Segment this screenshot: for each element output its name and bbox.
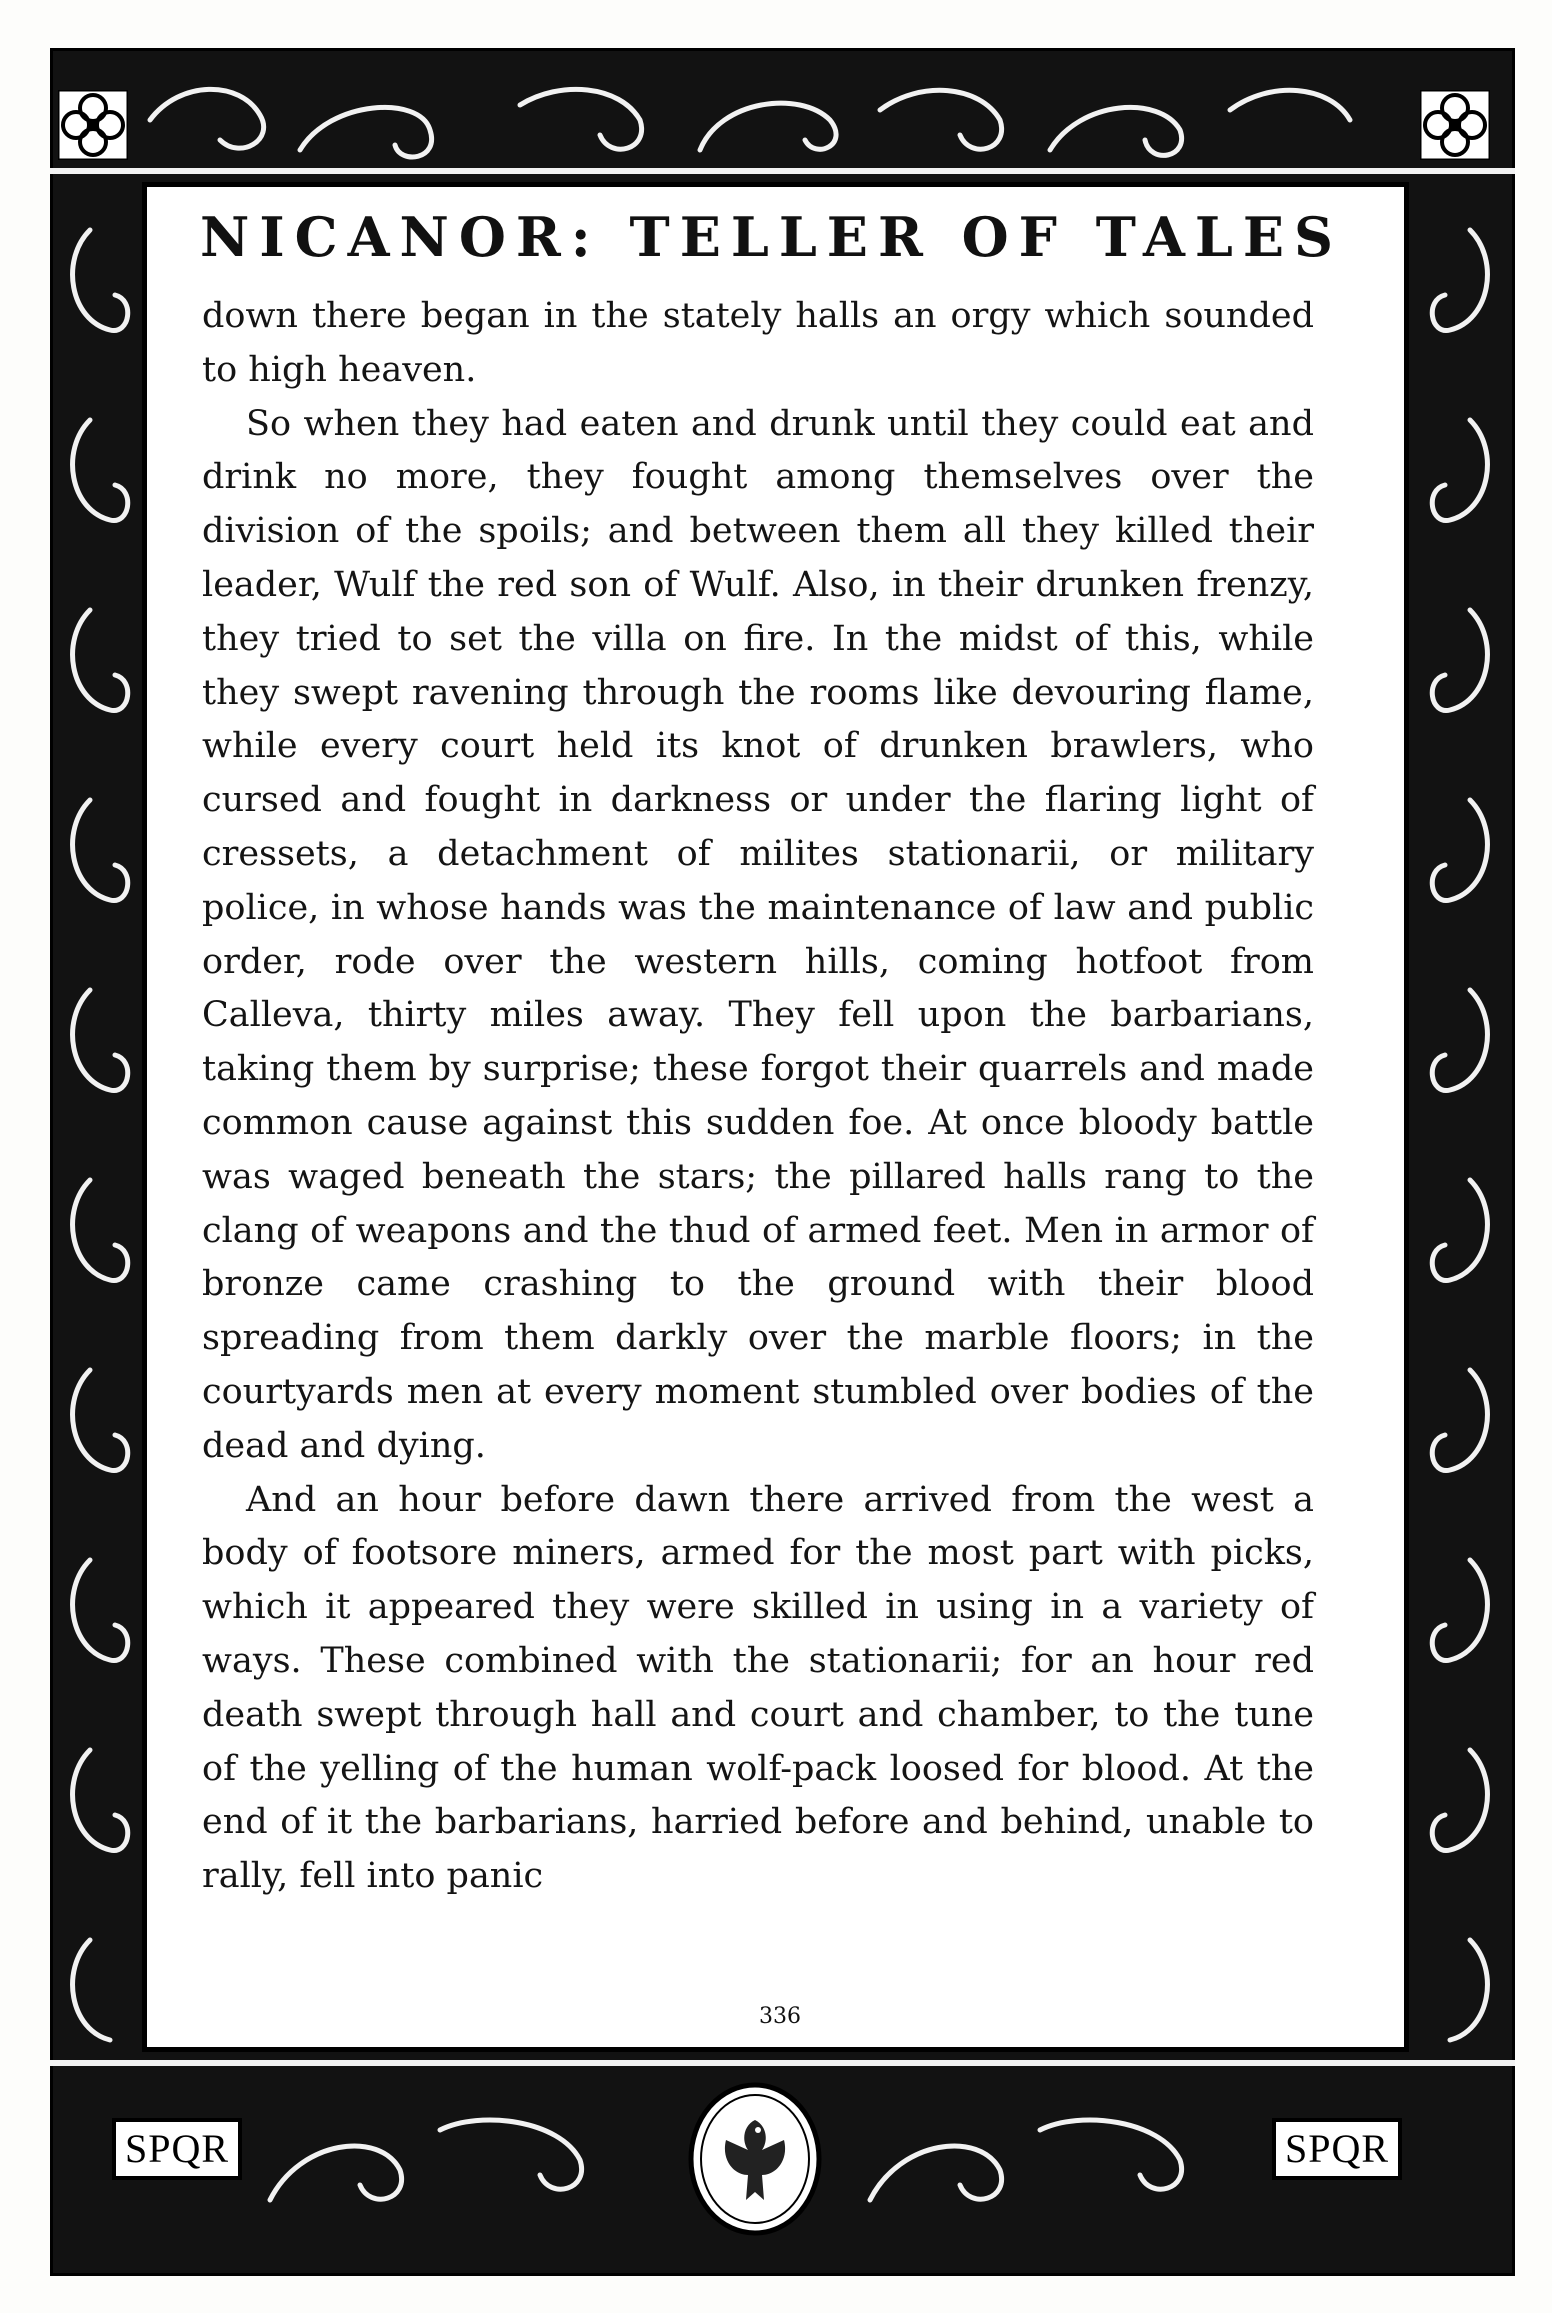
- page-number: 336: [759, 2004, 801, 2029]
- paragraph: down there began in the stately halls an orgy which sounded to high heaven.: [202, 296, 1314, 390]
- running-head: NICANOR: TELLER OF TALES: [200, 205, 1344, 269]
- eagle-medallion-icon: [686, 2080, 824, 2238]
- spqr-cartouche-right: SPQR: [1272, 2118, 1402, 2180]
- four-petal-flower-icon: [1420, 90, 1490, 160]
- body-text: [202, 290, 1314, 1904]
- spqr-cartouche-left: SPQR: [112, 2118, 242, 2180]
- paragraph: So when they had eaten and drunk until they could eat and drink no more, they fought among themselves over the division of the spoils; and between them all they killed their leader, Wulf the red son of Wulf. Also, in their drunken frenzy, they tried to set the villa on fire. In the midst of this, while they swept ravening through the rooms like devouring flame, while every court held its knot of drunken brawlers, who cursed and fought in darkness or under the flaring light of cressets, a detachment of milites stationarii, or military police, in whose hands was the maintenance of law and public order, rode over the western hills, coming hotfoot from Calleva, thirty miles away. They fell upon the barbarians, taking them by surprise; these forgot their quarrels and made common cause against this sudden foe. At once bloody battle was waged beneath the stars; the pillared halls rang to the clang of weapons and the thud of armed feet. Men in armor of bronze came crashing to the ground with their blood spreading from them darkly over the marble floors; in the courtyards men at every moment stumbled over bodies of the dead and dying.: [202, 403, 1314, 1466]
- four-petal-flower-icon: [58, 90, 128, 160]
- paragraph: And an hour before dawn there arrived from the west a body of footsore miners, armed for the most part with picks, which it appeared they were skilled in using in a variety of ways. These combined with the stationarii; for an hour red death swept through hall and court and chamber, to the tune of the yelling of the human wolf-pack loosed for blood. At the end of it the barbarians, harried before and behind, unable to rally, fell into panic: [202, 1479, 1314, 1897]
